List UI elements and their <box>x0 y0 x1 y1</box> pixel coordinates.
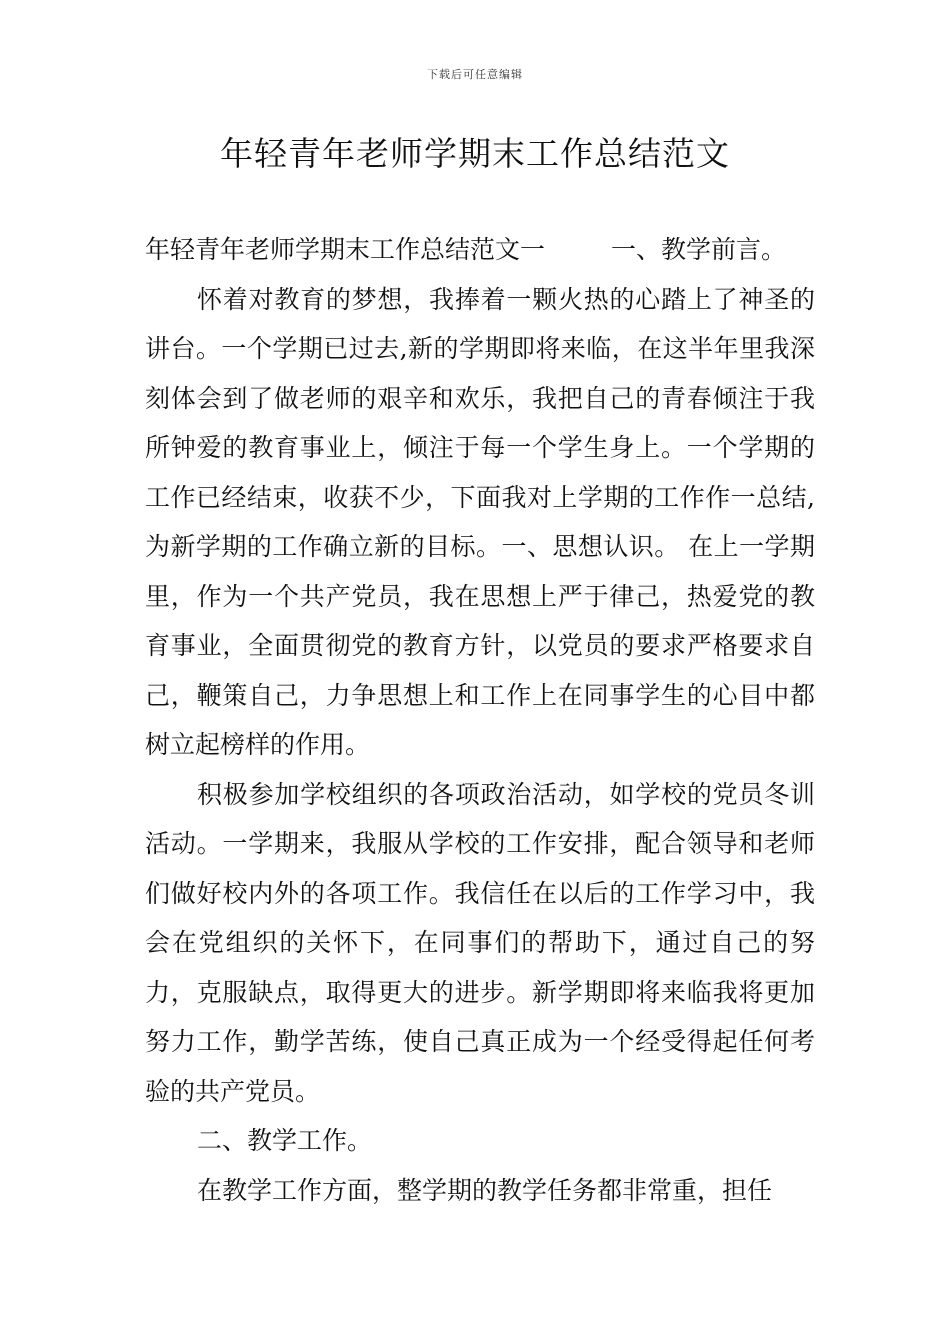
document-title: 年轻青年老师学期末工作总结范文 <box>220 134 730 173</box>
section-heading-teaching: 二、教学工作。 <box>197 1126 373 1155</box>
header-note: 下载后可任意编辑 <box>427 68 523 81</box>
lead-line <box>145 225 815 275</box>
paragraph-3: 在教学工作方面，整学期的教学任务都非常重，担任 <box>197 1175 773 1205</box>
paragraph-1: 怀着对教育的梦想，我捧着一颗火热的心踏上了神圣的讲台。一个学期已过去,新的学期即将来临，在这半年里我深刻体会到了做老师的艰辛和欢乐，我把自己的青春倾注于我所钟爱的教育事业上，倾注于每一个学生身上。一个学期的工作已经结束，收获不少，下面我对上学期的工作作一总结,为新学期的工作确立新的目标。一、思想认识。 在上一学期里，作为一个共产党员，我在思想上严于律己，热爱党的教育事业，全面贯彻党的教育方针，以党员的要求严格要求自己，鞭策自己，力争思想上和工作上在同事学生的心目中都树立起榜样的作用。 <box>145 284 815 759</box>
document-body <box>145 225 815 1215</box>
lead-title: 年轻青年老师学期末工作总结范文一 <box>145 235 546 264</box>
lead-section-heading: 一、教学前言。 <box>611 235 787 264</box>
paragraph-2: 积极参加学校组织的各项政治活动，如学校的党员冬训活动。一学期来，我服从学校的工作安排，配合领导和老师们做好校内外的各项工作。我信任在以后的工作学习中，我会在党组织的关怀下，在同事们的帮助下，通过自己的努力，克服缺点，取得更大的进步。新学期即将来临我将更加努力工作，勤学苦练，使自己真正成为一个经受得起任何考验的共产党员。 <box>145 779 815 1106</box>
